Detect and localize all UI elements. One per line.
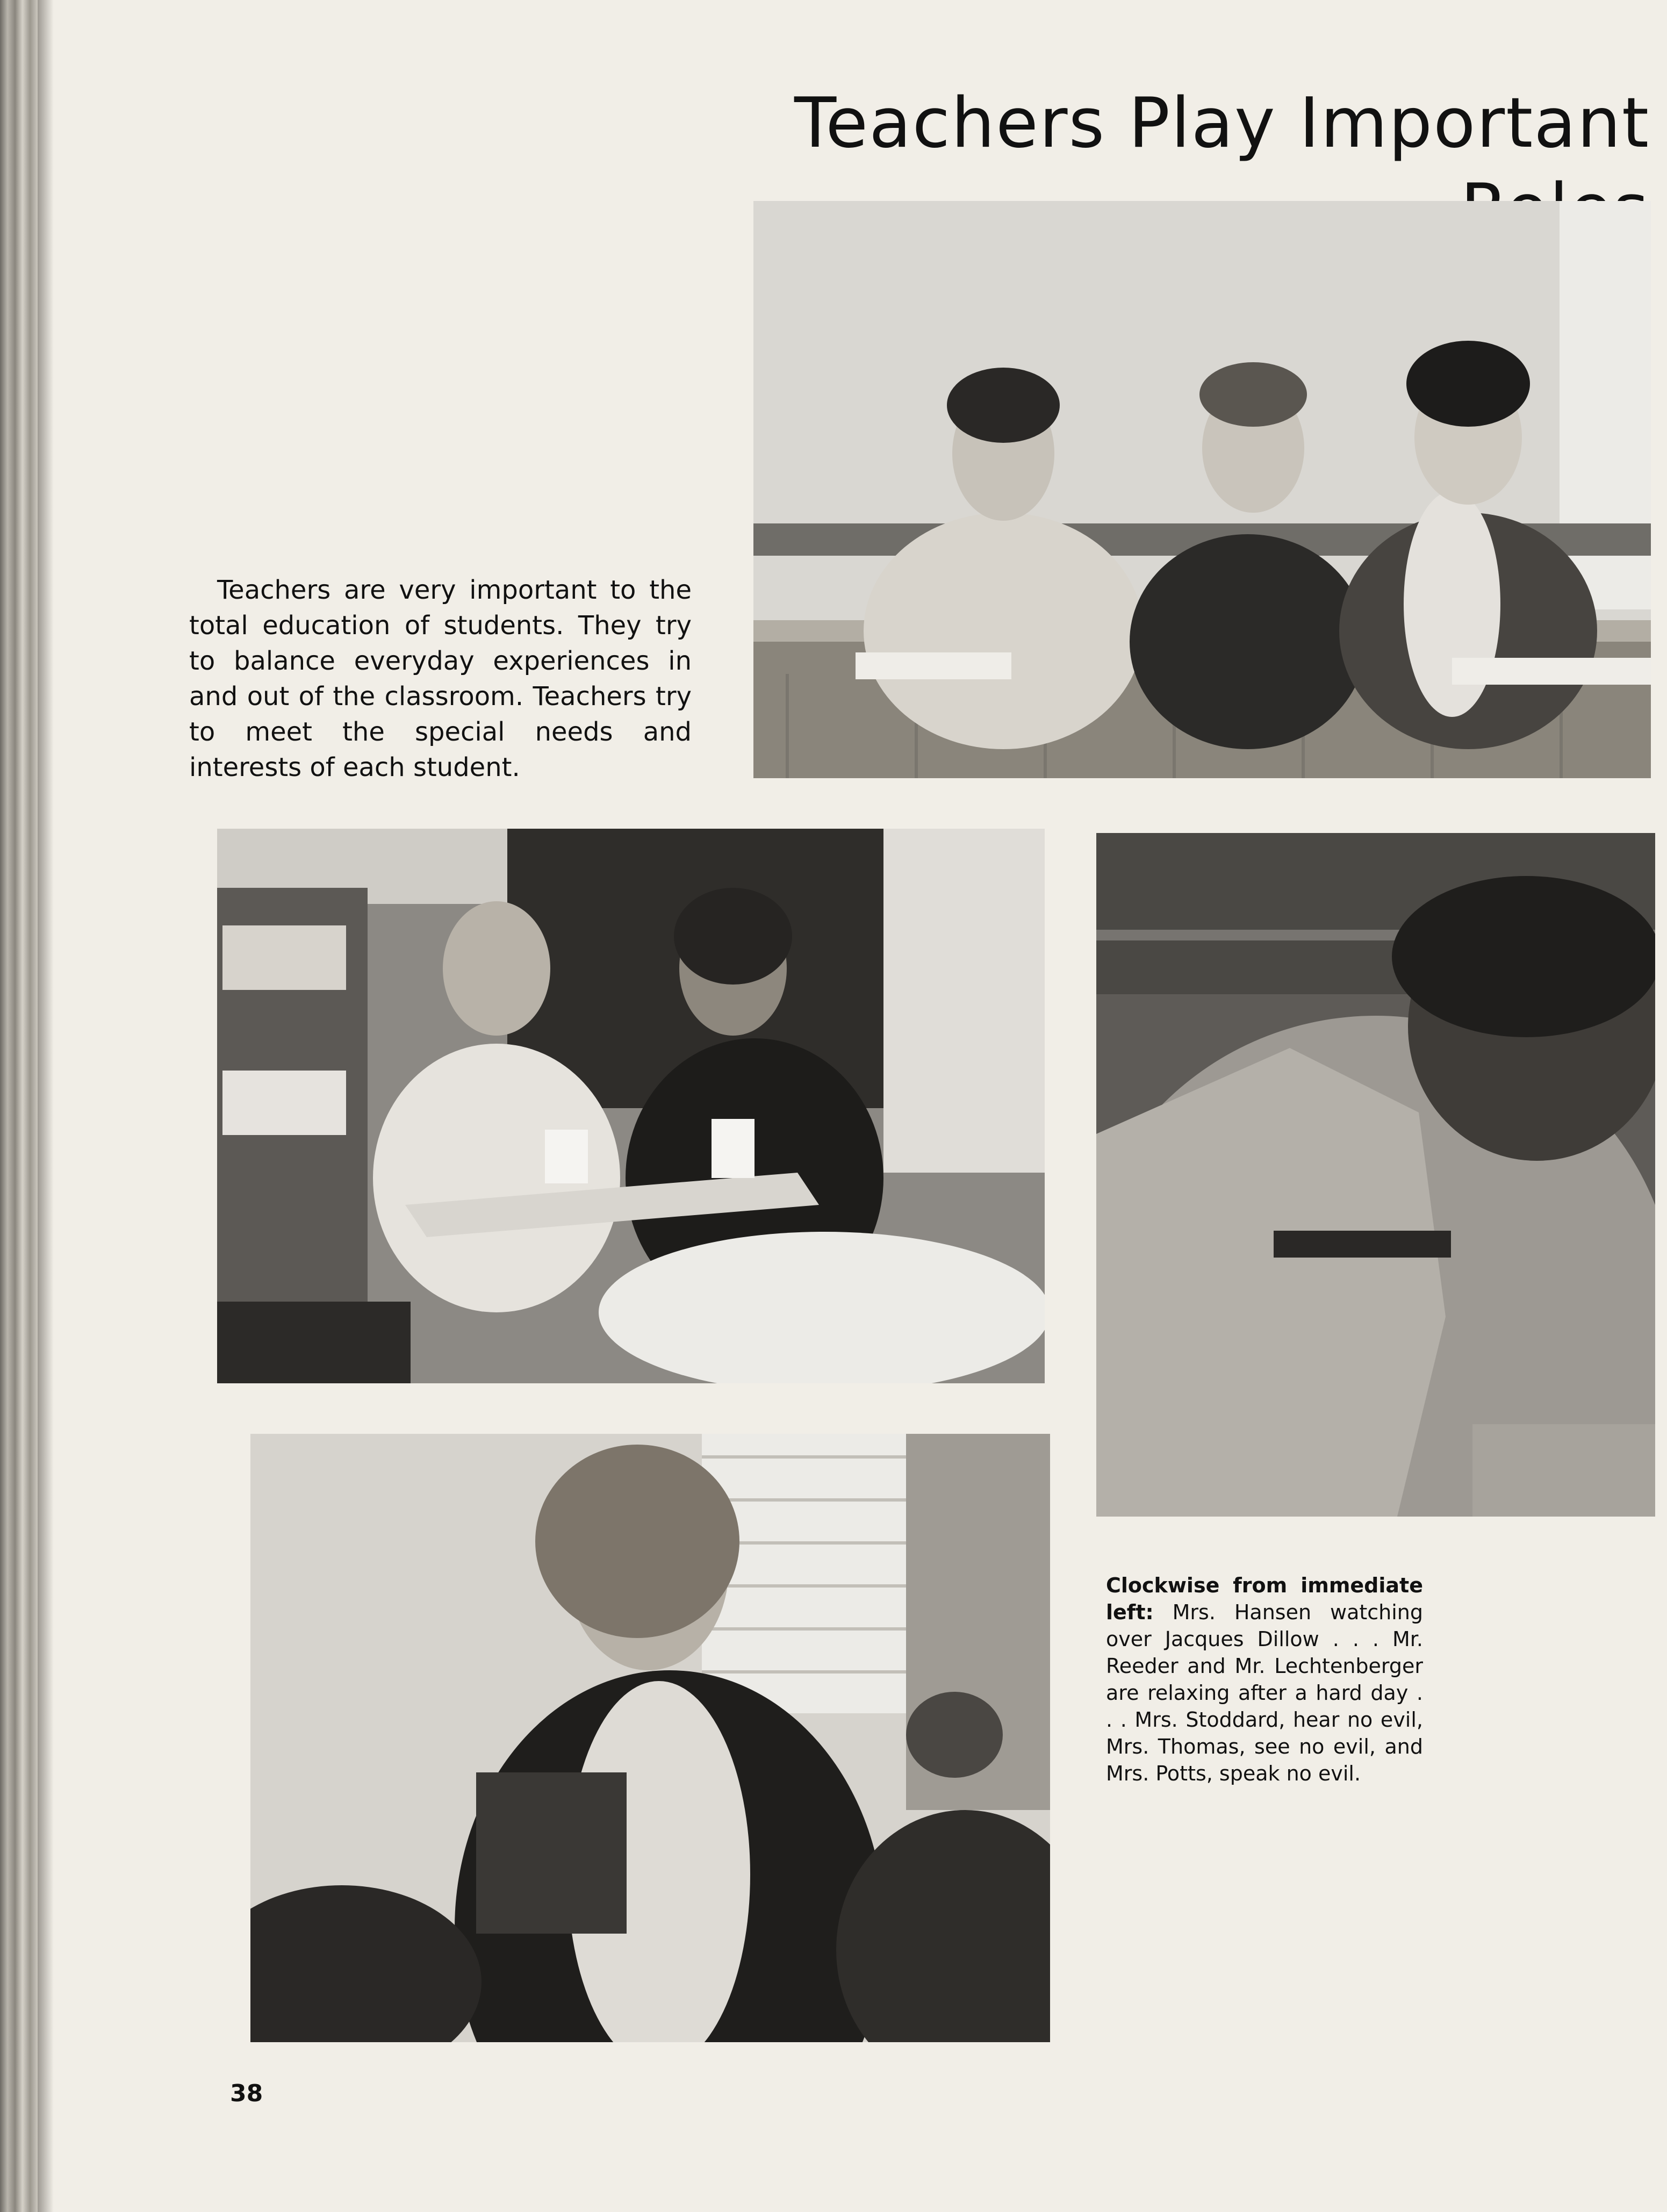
photo-teacher-in-classroom <box>250 1434 1050 2042</box>
photo-caption <box>1106 1572 1423 1787</box>
page-title: Teachers Play Important <box>794 83 1650 163</box>
photo-two-teachers-relaxing <box>217 829 1045 1383</box>
intro-paragraph: Teachers are very important to the total education of students. They try to balance everyday experiences in and out of the classroom. Teachers try to meet the special needs and interests of each student. <box>189 575 692 782</box>
page-number: 38 <box>230 2080 263 2107</box>
photo-teacher-leaning <box>1096 833 1655 1517</box>
book-binding-edge <box>0 0 38 2212</box>
caption-lead: Clockwise from immediate left: <box>1106 1574 1423 1624</box>
photo-three-teachers <box>753 201 1651 778</box>
caption-body: Mrs. Hansen watching over Jacques Dillow . . . Mr. Reeder and Mr. Lechtenberger are relaxing after a hard day . . . Mrs. Stoddard, hear no evil, Mrs. Thomas, see no evil, and Mrs. Potts, speak no evil. <box>1106 1600 1423 1785</box>
